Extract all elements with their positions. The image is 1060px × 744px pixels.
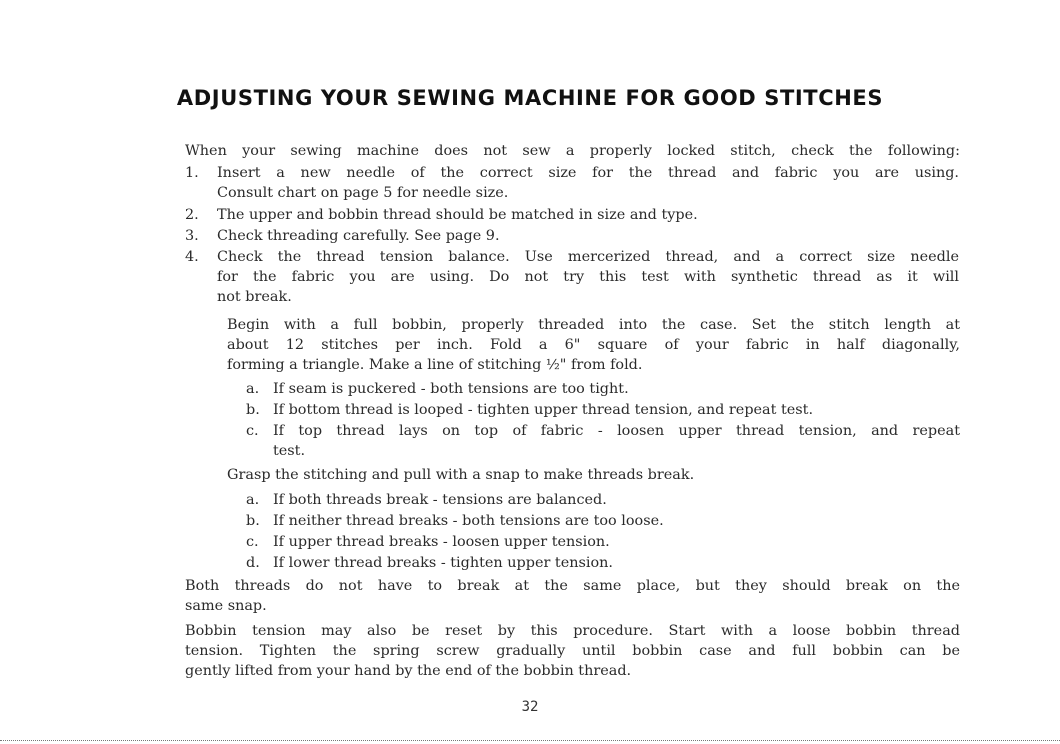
begin-list-item-c-line-2: test. bbox=[273, 443, 306, 459]
begin-list-item-a: If seam is puckered - both tensions are too tight. bbox=[273, 381, 629, 397]
bobbin-paragraph-line-3: gently lifted from your hand by the end of the bobbin thread. bbox=[185, 663, 632, 679]
grasp-list-letter-a: a. bbox=[246, 492, 260, 508]
begin-list-letter-b: b. bbox=[246, 402, 260, 418]
bobbin-paragraph-line-1: Bobbin tension may also be reset by this procedure. Start with a loose bobbin thread bbox=[185, 623, 960, 639]
list-item-4-line-3: not break. bbox=[217, 289, 292, 305]
list-number-3: 3. bbox=[185, 228, 199, 244]
begin-list-letter-a: a. bbox=[246, 381, 260, 397]
begin-list-letter-c: c. bbox=[246, 423, 259, 439]
grasp-list-item-a: If both threads break - tensions are balanced. bbox=[273, 492, 607, 508]
grasp-list-letter-b: b. bbox=[246, 513, 260, 529]
bobbin-paragraph-line-2: tension. Tighten the spring screw gradually until bobbin case and full bobbin can be bbox=[185, 643, 960, 659]
list-item-3-line-1: Check threading carefully. See page 9. bbox=[217, 228, 500, 244]
both-threads-line-2: same snap. bbox=[185, 598, 267, 614]
grasp-text: Grasp the stitching and pull with a snap to make threads break. bbox=[227, 467, 695, 483]
grasp-list-letter-c: c. bbox=[246, 534, 259, 550]
grasp-list-letter-d: d. bbox=[246, 555, 260, 571]
list-item-1-line-2: Consult chart on page 5 for needle size. bbox=[217, 185, 509, 201]
intro-text: When your sewing machine does not sew a properly locked stitch, check the following: bbox=[185, 143, 960, 159]
list-item-2-line-1: The upper and bobbin thread should be matched in size and type. bbox=[217, 207, 698, 223]
both-threads-line-1: Both threads do not have to break at the same place, but they should break on the bbox=[185, 578, 960, 594]
grasp-list-item-c: If upper thread breaks - loosen upper tension. bbox=[273, 534, 610, 550]
grasp-list-item-b: If neither thread breaks - both tensions are too loose. bbox=[273, 513, 664, 529]
begin-list-item-b: If bottom thread is looped - tighten upper thread tension, and repeat test. bbox=[273, 402, 814, 418]
begin-paragraph-line-3: forming a triangle. Make a line of stitching ½" from fold. bbox=[227, 357, 643, 373]
grasp-list-item-d: If lower thread breaks - tighten upper tension. bbox=[273, 555, 613, 571]
list-item-4-line-2: for the fabric you are using. Do not try this test with synthetic thread as it will bbox=[217, 269, 959, 285]
list-item-1-line-1: Insert a new needle of the correct size for the thread and fabric you are using. bbox=[217, 165, 959, 181]
begin-list-item-c-line-1: If top thread lays on top of fabric - loosen upper thread tension, and repeat bbox=[273, 423, 960, 439]
list-number-2: 2. bbox=[185, 207, 199, 223]
begin-paragraph-line-1: Begin with a full bobbin, properly threaded into the case. Set the stitch length at bbox=[227, 317, 960, 333]
page-title: ADJUSTING YOUR SEWING MACHINE FOR GOOD STITCHES bbox=[176, 86, 884, 110]
page-number: 32 bbox=[521, 699, 539, 715]
list-number-4: 4. bbox=[185, 249, 199, 265]
bottom-edge-divider bbox=[0, 740, 1060, 741]
begin-paragraph-line-2: about 12 stitches per inch. Fold a 6" square of your fabric in half diagonally, bbox=[227, 337, 960, 353]
list-item-4-line-1: Check the thread tension balance. Use mercerized thread, and a correct size needle bbox=[217, 249, 959, 265]
list-number-1: 1. bbox=[185, 165, 199, 181]
